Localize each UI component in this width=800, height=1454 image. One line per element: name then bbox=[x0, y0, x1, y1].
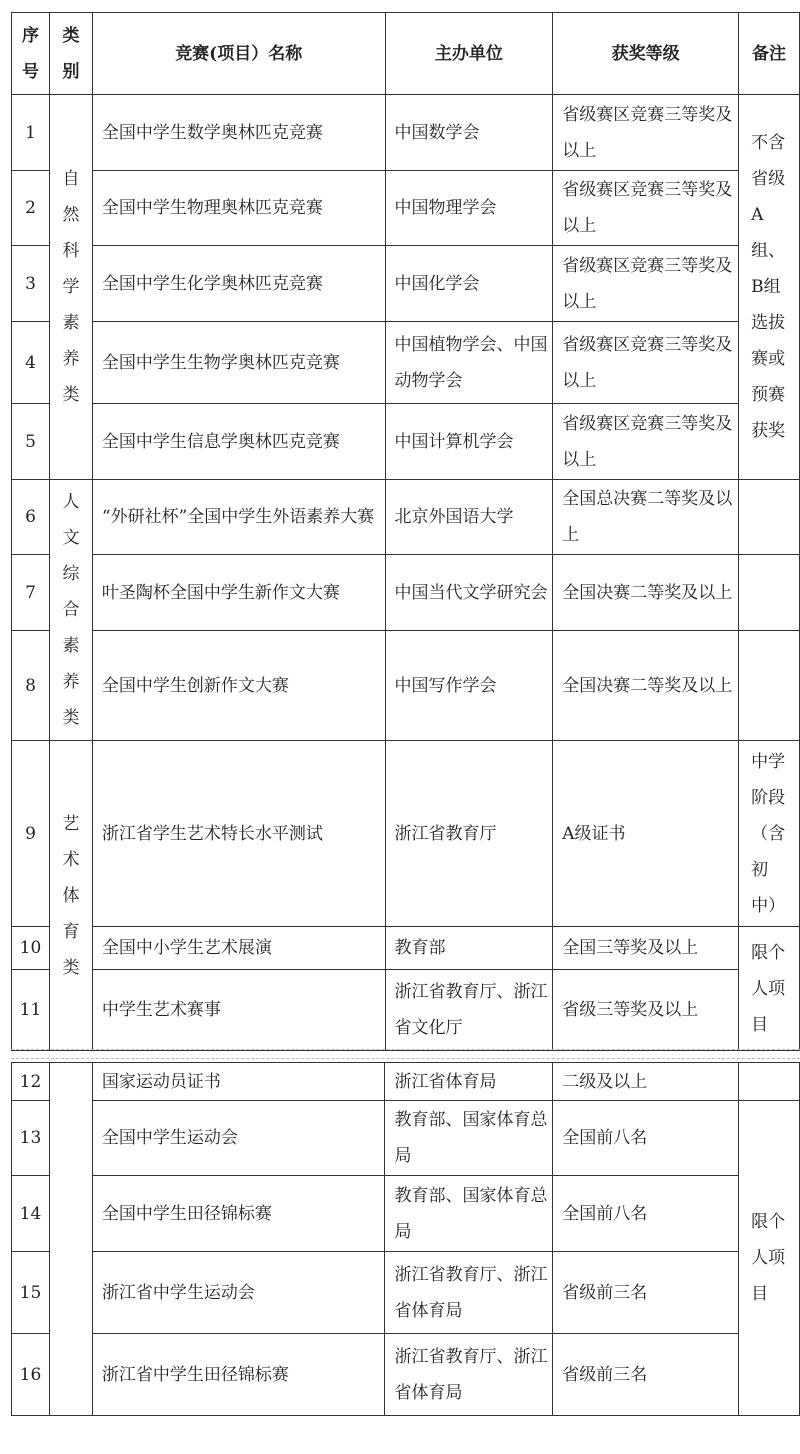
table-header-row bbox=[12, 13, 800, 95]
row-organizer: 浙江省教育厅、浙江省体育局 bbox=[385, 1252, 553, 1334]
row-organizer: 教育部 bbox=[385, 927, 553, 970]
award-table-page-1 bbox=[11, 12, 800, 1051]
row-award: 全国决赛二等奖及以上 bbox=[553, 555, 739, 631]
row-organizer: 教育部、国家体育总局 bbox=[385, 1176, 553, 1252]
row-no: 16 bbox=[12, 1334, 50, 1416]
table-row bbox=[12, 322, 800, 404]
table-row bbox=[12, 480, 800, 555]
header-category: 类别 bbox=[49, 13, 92, 95]
row-name: 全国中学生数学奥林匹克竞赛 bbox=[92, 95, 385, 171]
row-name: “外研社杯”全国中学生外语素养大赛 bbox=[92, 480, 385, 555]
row-award: 省级赛区竞赛三等奖及以上 bbox=[553, 171, 739, 246]
row-no: 2 bbox=[12, 171, 50, 246]
row-no: 12 bbox=[12, 1063, 50, 1101]
row-no: 13 bbox=[12, 1101, 50, 1176]
note-cell bbox=[739, 480, 800, 555]
row-name: 浙江省学生艺术特长水平测试 bbox=[92, 741, 385, 927]
row-name: 全国中学生化学奥林匹克竞赛 bbox=[92, 246, 385, 322]
table-row bbox=[12, 1063, 800, 1101]
row-award: 省级前三名 bbox=[553, 1334, 739, 1416]
row-name: 中学生艺术赛事 bbox=[92, 970, 385, 1051]
header-note: 备注 bbox=[739, 13, 800, 95]
row-organizer: 浙江省教育厅 bbox=[385, 741, 553, 927]
table-row bbox=[12, 1252, 800, 1334]
row-name: 浙江省中学生运动会 bbox=[92, 1252, 385, 1334]
row-no: 8 bbox=[12, 631, 50, 741]
row-award: 全国总决赛二等奖及以上 bbox=[553, 480, 739, 555]
row-name: 全国中学生信息学奥林匹克竞赛 bbox=[92, 404, 385, 480]
row-no: 4 bbox=[12, 322, 50, 404]
note-cell bbox=[739, 1063, 800, 1101]
table-row bbox=[12, 1176, 800, 1252]
row-name: 叶圣陶杯全国中学生新作文大赛 bbox=[92, 555, 385, 631]
row-organizer: 中国计算机学会 bbox=[385, 404, 553, 480]
row-organizer: 浙江省教育厅、浙江省体育局 bbox=[385, 1334, 553, 1416]
row-organizer: 中国当代文学研究会 bbox=[385, 555, 553, 631]
row-award: A级证书 bbox=[553, 741, 739, 927]
row-organizer: 浙江省教育厅、浙江省文化厅 bbox=[385, 970, 553, 1051]
note-cell: 不含省级A组、B组选拔赛或预赛获奖 bbox=[739, 95, 800, 480]
table-row bbox=[12, 1101, 800, 1176]
category-cell: 自然科学素养类 bbox=[49, 95, 92, 480]
row-organizer: 中国物理学会 bbox=[385, 171, 553, 246]
row-name: 浙江省中学生田径锦标赛 bbox=[92, 1334, 385, 1416]
table-row bbox=[12, 927, 800, 970]
page-break bbox=[11, 1049, 800, 1059]
row-award: 全国前八名 bbox=[553, 1101, 739, 1176]
note-cell bbox=[739, 631, 800, 741]
row-organizer: 中国数学会 bbox=[385, 95, 553, 171]
row-no: 10 bbox=[12, 927, 50, 970]
row-organizer: 教育部、国家体育总局 bbox=[385, 1101, 553, 1176]
header-name: 竞赛(项目）名称 bbox=[92, 13, 385, 95]
note-cell bbox=[739, 555, 800, 631]
row-award: 全国决赛二等奖及以上 bbox=[553, 631, 739, 741]
header-award: 获奖等级 bbox=[553, 13, 739, 95]
row-award: 二级及以上 bbox=[553, 1063, 739, 1101]
row-no: 5 bbox=[12, 404, 50, 480]
table-row bbox=[12, 970, 800, 1051]
row-award: 省级赛区竞赛三等奖及以上 bbox=[553, 246, 739, 322]
row-no: 15 bbox=[12, 1252, 50, 1334]
table-row bbox=[12, 631, 800, 741]
row-award: 省级前三名 bbox=[553, 1252, 739, 1334]
table-row bbox=[12, 1334, 800, 1416]
table-row bbox=[12, 404, 800, 480]
row-name: 全国中学生创新作文大赛 bbox=[92, 631, 385, 741]
row-name: 全国中学生生物学奥林匹克竞赛 bbox=[92, 322, 385, 404]
header-no: 序号 bbox=[12, 13, 50, 95]
row-no: 14 bbox=[12, 1176, 50, 1252]
row-no: 1 bbox=[12, 95, 50, 171]
category-cell bbox=[49, 1063, 92, 1416]
row-award: 省级三等奖及以上 bbox=[553, 970, 739, 1051]
table-row bbox=[12, 741, 800, 927]
award-table-page-2 bbox=[11, 1062, 800, 1416]
row-organizer: 浙江省体育局 bbox=[385, 1063, 553, 1101]
row-award: 省级赛区竞赛三等奖及以上 bbox=[553, 95, 739, 171]
row-organizer: 中国植物学会、中国动物学会 bbox=[385, 322, 553, 404]
header-organizer: 主办单位 bbox=[385, 13, 553, 95]
row-organizer: 中国写作学会 bbox=[385, 631, 553, 741]
row-name: 全国中小学生艺术展演 bbox=[92, 927, 385, 970]
row-organizer: 北京外国语大学 bbox=[385, 480, 553, 555]
row-name: 国家运动员证书 bbox=[92, 1063, 385, 1101]
table-row bbox=[12, 171, 800, 246]
row-name: 全国中学生物理奥林匹克竞赛 bbox=[92, 171, 385, 246]
note-cell: 限个人项目 bbox=[739, 1101, 800, 1416]
row-award: 全国前八名 bbox=[553, 1176, 739, 1252]
table-row bbox=[12, 246, 800, 322]
row-no: 3 bbox=[12, 246, 50, 322]
note-cell: 中学阶段（含初中） bbox=[739, 741, 800, 927]
table-row bbox=[12, 555, 800, 631]
row-award: 全国三等奖及以上 bbox=[553, 927, 739, 970]
row-award: 省级赛区竞赛三等奖及以上 bbox=[553, 404, 739, 480]
row-no: 6 bbox=[12, 480, 50, 555]
row-name: 全国中学生田径锦标赛 bbox=[92, 1176, 385, 1252]
category-cell: 人文综合素养类 bbox=[49, 480, 92, 741]
note-cell: 限个人项目 bbox=[739, 927, 800, 1051]
row-organizer: 中国化学会 bbox=[385, 246, 553, 322]
row-no: 9 bbox=[12, 741, 50, 927]
row-no: 7 bbox=[12, 555, 50, 631]
table-row bbox=[12, 95, 800, 171]
row-no: 11 bbox=[12, 970, 50, 1051]
row-name: 全国中学生运动会 bbox=[92, 1101, 385, 1176]
category-cell: 艺术体育类 bbox=[49, 741, 92, 1051]
row-award: 省级赛区竞赛三等奖及以上 bbox=[553, 322, 739, 404]
